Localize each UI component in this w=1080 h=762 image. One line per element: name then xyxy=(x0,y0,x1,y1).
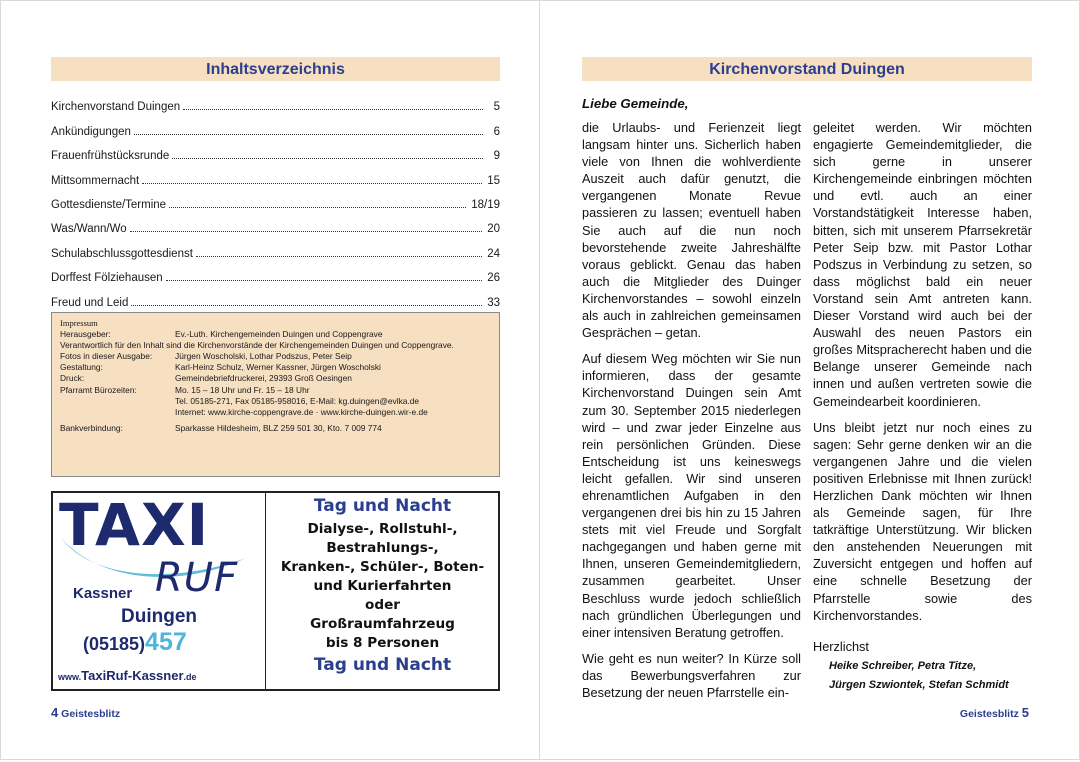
ad-headline-top: Tag und Nacht xyxy=(313,496,452,516)
impressum-value: Sparkasse Hildesheim, BLZ 259 501 30, Kto. 7 009 774 xyxy=(175,422,382,433)
ad-headline-bottom: Tag und Nacht xyxy=(313,655,452,675)
company-name: Kassner xyxy=(73,585,133,602)
web-main: TaxiRuf-Kassner xyxy=(81,668,184,683)
service-line: Kranken-, Schüler-, Boten- xyxy=(280,559,485,575)
toc-entry-page: 5 xyxy=(493,101,500,114)
table-of-contents xyxy=(51,89,500,309)
impressum-value: Karl-Heinz Schulz, Werner Kassner, Jürgen Woscholski xyxy=(175,362,381,373)
ad-phone xyxy=(83,628,187,657)
paragraph: geleitet werden. Wir möchten engagierte Gemeindemitglieder, die sich gerne in unserer Kirchengemeinde einbringen möchten und evtl. auch an einer Vorstandstätigkeit Interesse haben, bitten, sich mit unserem Pfarrsekretär Peter Seip bzw. mit Pastor Lothar Podszus in Verbindung zu setzen, so dass möglichst bald ein neuer Vorstand sein Amt antreten kann. Dieser Vorstand wird auch bei der Auswahl des neuen Pastors ein großes Mitspracherecht haben und die Belange unserer Gemeinde nach innen und außen vertreten sowie die Gemeindearbeit koordinieren. xyxy=(813,120,1032,409)
toc-row[interactable] xyxy=(51,211,500,235)
phone-prefix: (05185) xyxy=(83,634,146,654)
impressum-label: Gestaltung: xyxy=(60,362,103,373)
toc-leader xyxy=(166,280,483,281)
toc-row[interactable] xyxy=(51,284,500,308)
toc-leader xyxy=(196,256,482,257)
toc-entry-title: Dorffest Fölziehausen xyxy=(51,272,163,285)
web-suffix: .de xyxy=(183,672,197,682)
toc-entry-page: 9 xyxy=(493,150,500,163)
toc-entry-title: Mittsommernacht xyxy=(51,174,140,187)
toc-leader xyxy=(169,207,466,208)
toc-entry-page: 20 xyxy=(487,223,500,236)
toc-entry-title: Freud und Leid xyxy=(51,296,129,309)
service-line: Großraumfahrzeug xyxy=(310,616,455,632)
toc-row[interactable] xyxy=(51,138,500,162)
impressum-value: Gemeindebriefdruckerei, 29393 Groß Oesingen xyxy=(175,373,352,384)
taxi-logo-block xyxy=(53,493,266,689)
paragraph: die Urlaubs- und Ferienzeit liegt langsam hinter uns. Sicherlich haben viele von Ihnen die wohlverdiente Auszeit auch dafür genutzt, die vergangenen Monate Revue passieren zu lassen; eventuell haben Sie auch auf die nun noch bevorstehende zweite Jahreshälfte voraus geblickt. Genau das haben auch die Mitglieder des Duinger Kirchenvorstandes – sowohl einzeln als auch in zahlreichen gemeinsamen Gesprächen – getan. xyxy=(582,120,801,341)
toc-leader xyxy=(142,183,482,184)
toc-title: Inhaltsverzeichnis xyxy=(51,57,500,81)
ad-website[interactable] xyxy=(58,668,197,683)
toc-entry-title: Was/Wann/Wo xyxy=(51,223,127,236)
article-title: Kirchenvorstand Duingen xyxy=(582,57,1032,81)
toc-leader xyxy=(131,305,482,306)
toc-leader xyxy=(183,109,483,110)
toc-row[interactable] xyxy=(51,162,500,186)
article-column-2 xyxy=(813,119,1032,695)
toc-entry-title: Ankündigungen xyxy=(51,125,131,138)
service-line: und Kurierfahrten xyxy=(313,578,452,594)
toc-entry-title: Gottesdienste/Termine xyxy=(51,198,167,211)
ad-city: Duingen xyxy=(121,606,197,627)
right-footer xyxy=(960,705,1029,720)
service-line: oder xyxy=(365,597,400,613)
toc-entry-page: 6 xyxy=(493,125,500,138)
impressum-websites[interactable]: Internet: www.kirche-coppengrave.de · www.kirche-duingen.wir-e.de xyxy=(175,406,428,417)
toc-leader xyxy=(130,231,483,232)
toc-row[interactable] xyxy=(51,89,500,113)
toc-entry-page: 33 xyxy=(487,296,500,309)
toc-entry-page: 24 xyxy=(487,247,500,260)
toc-entry-page: 15 xyxy=(487,174,500,187)
toc-row[interactable] xyxy=(51,113,500,137)
footer-label: Geistesblitz xyxy=(959,708,1019,720)
toc-entry-title: Schulabschlussgottesdienst xyxy=(51,247,193,260)
article-column-1 xyxy=(582,119,801,710)
taxi-advertisement xyxy=(51,491,500,691)
toc-row[interactable] xyxy=(51,187,500,211)
page-number: 5 xyxy=(1021,705,1029,720)
service-line: Dialyse-, Rollstuhl-, xyxy=(307,521,458,537)
paragraph: Wie geht es nun weiter? In Kürze soll das Bewerbungsverfahren zur Besetzung der neuen Pfarrstelle ein- xyxy=(582,650,801,700)
impressum-value: Jürgen Woscholski, Lothar Podszus, Peter Seip xyxy=(175,351,352,362)
paragraph: Auf diesem Weg möchten wir Sie nun informieren, dass der gesamte Kirchenvorstand Duingen sein Amt zum 30. September 2015 niederlegen wird – und zwar jeder Einzelne aus rein persönlichen Gründen. Diese Entscheidung ist uns keineswegs leicht gefallen. Wir sind unseren ehrenamtlichen Aufgaben in den vergangenen drei bis hin zu 15 Jahren stets mit viel Freude und Sorgfalt nachgegangen und haben gerne mit Ihnen, unseren Gemeindemitgliedern, zusammen gearbeitet. Unser Beschluss wurde jedoch schließlich nach gründlichen Überlegungen und einer intensiven Beratung getroffen. xyxy=(582,351,801,640)
impressum-heading: Impressum xyxy=(60,318,98,328)
impressum-value: Ev.-Luth. Kirchengemeinden Duingen und Coppengrave xyxy=(175,329,383,340)
article-greeting: Liebe Gemeinde, xyxy=(582,96,689,111)
ruf-logo-text: RUF xyxy=(155,555,239,601)
impressum-label: Pfarramt Bürozeiten: xyxy=(60,384,137,395)
impressum-label: Fotos in dieser Ausgabe: xyxy=(60,351,153,362)
closing: Herzlichst xyxy=(813,638,869,654)
toc-row[interactable] xyxy=(51,235,500,259)
left-page xyxy=(0,0,541,760)
phone-number: 457 xyxy=(145,628,187,656)
taxi-logo-text: TAXI xyxy=(59,491,210,559)
toc-leader xyxy=(172,158,483,159)
toc-row[interactable] xyxy=(51,260,500,284)
ad-services-block xyxy=(267,493,498,675)
signature-line: Heike Schreiber, Petra Titze, xyxy=(829,659,977,672)
impressum-label: Druck: xyxy=(60,373,85,384)
impressum-label: Herausgeber: xyxy=(60,329,111,340)
signature-line: Jürgen Szwiontek, Stefan Schmidt xyxy=(829,678,1009,691)
paragraph: Uns bleibt jetzt nur noch eines zu sagen: Sehr gerne denken wir an die vergangenen Jahre und die vielen positiven Erlebnisse mit Ihnen zurück! Herzlichen Dank möchten wir Ihnen als Gemeinde sagen, für Ihre tatkräftige Unterstützung. Wir blicken den anstehenden Neuerungen mit Zuversicht entgegen und hoffen auf eine schnelle Besetzung der Pfarrstelle sowie des Kirchenvorstandes. xyxy=(813,419,1032,623)
service-line: Bestrahlungs-, xyxy=(326,540,439,556)
toc-entry-page: 18/19 xyxy=(471,198,500,211)
footer-label: Geistesblitz xyxy=(61,708,121,720)
left-footer xyxy=(51,705,120,720)
toc-leader xyxy=(134,134,483,135)
impressum-contact[interactable]: Tel. 05185-271, Fax 05185-958016, E-Mail: kg.duingen@evlka.de xyxy=(175,395,420,406)
impressum-responsible: Verantwortlich für den Inhalt sind die Kirchenvorstände der Kirchengemeinden Duingen und Coppengrave. xyxy=(60,340,454,351)
impressum-label: Bankverbindung: xyxy=(60,422,123,433)
impressum-value: Mo. 15 – 18 Uhr und Fr. 15 – 18 Uhr xyxy=(175,384,310,395)
impressum-box xyxy=(51,312,500,477)
page-number: 4 xyxy=(51,705,59,720)
toc-entry-title: Frauenfrühstücksrunde xyxy=(51,150,170,163)
service-line: bis 8 Personen xyxy=(325,635,440,651)
web-prefix: www. xyxy=(58,672,82,682)
toc-entry-page: 26 xyxy=(487,272,500,285)
ad-services xyxy=(267,520,498,653)
toc-entry-title: Kirchenvorstand Duingen xyxy=(51,101,181,114)
